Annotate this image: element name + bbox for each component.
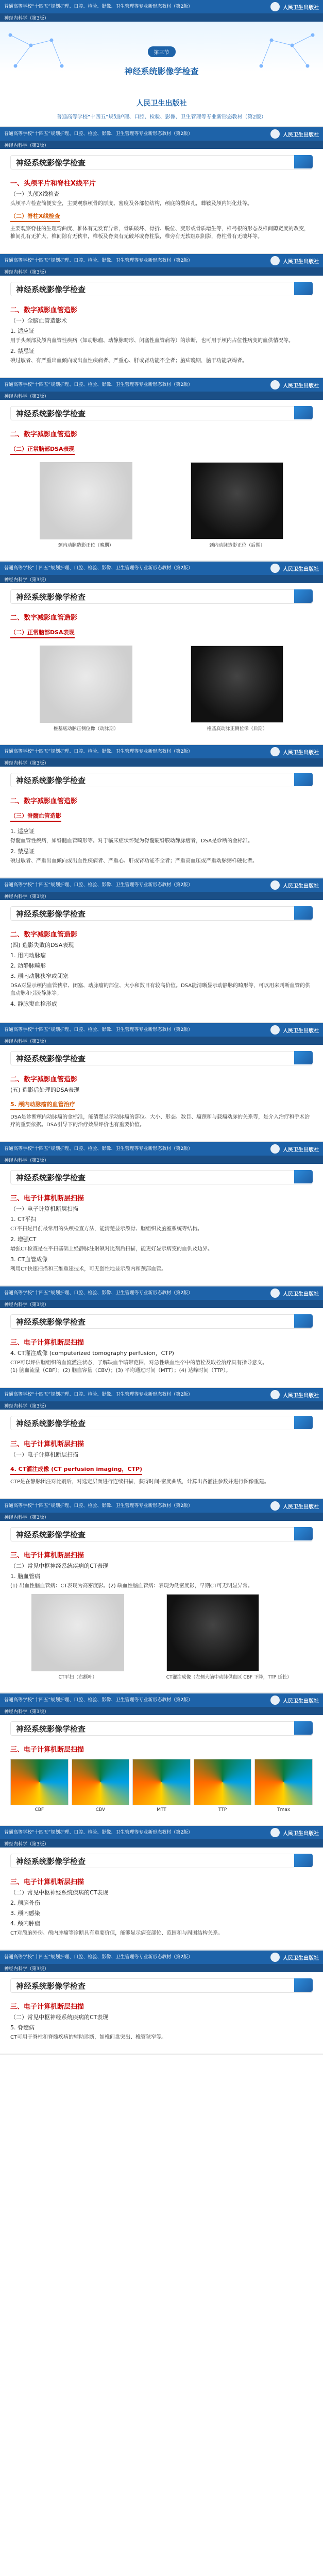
slide-spacer	[0, 871, 323, 877]
map-caption: MTT	[157, 1807, 166, 1812]
list-item: 3. CT血管成像	[10, 1256, 48, 1263]
slide-title: 神经系统影像学检查	[10, 406, 313, 420]
slide-title: 神经系统影像学检查	[10, 1314, 313, 1329]
publisher-emblem-icon	[270, 2, 280, 11]
figure	[40, 462, 132, 548]
subsection-heading: （二）脊柱X线检查	[10, 212, 60, 222]
slide-title: 神经系统影像学检查	[10, 906, 313, 921]
list-item: （一）头颅X线检查	[10, 191, 60, 197]
publisher-emblem-icon	[270, 1828, 280, 1837]
content-slide	[0, 1142, 323, 1286]
slide-title: 神经系统影像学检查	[10, 1721, 313, 1736]
section-heading: 二、数字减影血管造影	[10, 431, 78, 438]
course-subbar: 神经内科学（第3版）	[0, 141, 323, 149]
content-slide	[0, 254, 323, 378]
slide-title: 神经系统影像学检查	[10, 155, 313, 170]
cover-slide	[0, 0, 323, 127]
list-item: 4. CT灌注成像 (computerized tomography perfusion，CTP)	[10, 1350, 174, 1357]
paragraph: 脊髓血管性疾病，如脊髓血管畸形等。对于临床症状怀疑为脊髓硬脊膜动静脉瘘者，DSA是诊断的金标准。	[10, 838, 253, 844]
content-slide	[0, 1826, 323, 1951]
figure	[191, 646, 283, 732]
publisher-logo	[270, 747, 319, 756]
list-item: 1. 脑血管病	[10, 1573, 40, 1580]
publisher-name: 人民卫生出版社	[283, 383, 319, 389]
course-subbar: 神经内科学（第3版）	[0, 1300, 323, 1308]
publisher-logo	[270, 1953, 319, 1962]
grid-cell	[194, 1759, 252, 1812]
slide-content	[0, 296, 323, 371]
publisher-emblem-icon	[270, 380, 280, 389]
header-left-text: 普通高等学校“十四五”规划护理、口腔、检验、影像、卫生管理等专业新形态教材（第2版）	[4, 1829, 193, 1835]
slide-spacer	[0, 1492, 323, 1498]
publisher-name: 人民卫生出版社	[283, 1831, 319, 1837]
list-item: （二）常见中枢神经系统疾病的CT表现	[10, 1889, 109, 1896]
figure	[191, 462, 283, 548]
list-item: （一）全脑血管造影术	[10, 317, 67, 324]
top-header	[0, 1023, 323, 1037]
slide-content	[0, 604, 323, 738]
paragraph: 碘过敏者、严重出血倾向或出血性疾病者、严重心、肝或肾功能不全者；严重高血压或严重动脉粥样硬化者。	[10, 858, 258, 864]
top-header	[0, 745, 323, 758]
list-item: （一）电子计算机断层扫描	[10, 1206, 78, 1212]
publisher-name: 人民卫生出版社	[283, 1698, 319, 1704]
image-row	[10, 1594, 313, 1680]
content-slide	[0, 127, 323, 254]
publisher-name: 人民卫生出版社	[283, 1147, 319, 1153]
publisher-logo	[270, 564, 319, 573]
figure-caption: 椎基底动脉正侧位像（动脉期）	[53, 726, 118, 732]
figure-caption: 椎基底动脉正侧位像（后期）	[207, 726, 267, 732]
paragraph: (1) 脑血流量（CBF）；(2) 脑血容量（CBV）；(3) 平均通过时间（MTT）；(4) 达峰时间（TTP）。	[10, 1368, 231, 1374]
subsection-heading: 4. CT灌注成像 (CT perfusion imaging，CTP)	[10, 1465, 142, 1475]
section-heading: 三、电子计算机断层扫描	[10, 1746, 84, 1754]
course-subbar: 神经内科学（第3版）	[0, 1156, 323, 1164]
slide-title: 神经系统影像学检查	[10, 1527, 313, 1541]
slides-list	[0, 127, 323, 2055]
list-item: 3. 颅内感染	[10, 1910, 40, 1917]
header-left-text: 普通高等学校“十四五”规划护理、口腔、检验、影像、卫生管理等专业新形态教材（第2版）	[4, 1027, 193, 1032]
slide-spacer	[0, 1686, 323, 1692]
map-caption: CBF	[35, 1807, 44, 1812]
publisher-logo	[270, 1501, 319, 1511]
content-slide	[0, 1499, 323, 1693]
image-placeholder	[40, 646, 132, 723]
publisher-emblem-icon	[270, 1953, 280, 1962]
figure	[31, 1594, 124, 1680]
course-subbar: 神经内科学（第3版）	[0, 575, 323, 583]
content-slide	[0, 745, 323, 878]
content-slide	[0, 1023, 323, 1142]
paragraph: 主要观察脊柱的生理弯曲度、椎体有无发育异常，骨质破坏、骨折、脱位、变形或骨质增生等，椎弓根的形态及椎间隙宽度的改变，椎间孔有无扩大，椎间隙有无狭窄，椎板及脊突有无破坏或脊柱裂，椎旁有无软组织阴影，脊柱骨有无破坏等。	[10, 226, 309, 240]
publisher-emblem-icon	[270, 1501, 280, 1511]
publisher-logo	[270, 880, 319, 890]
image-placeholder	[191, 646, 283, 723]
content-slide	[0, 1286, 323, 1388]
top-header	[0, 127, 323, 141]
publisher-name: 人民卫生出版社	[283, 1955, 319, 1961]
header-left-text: 普通高等学校“十四五”规划护理、口腔、检验、影像、卫生管理等专业新形态教材（第2版）	[4, 258, 193, 263]
slide-content	[0, 1541, 323, 1686]
course-subbar: 神经内科学（第3版）	[0, 1839, 323, 1848]
header-left-text: 普通高等学校“十四五”规划护理、口腔、检验、影像、卫生管理等专业新形态教材（第2版）	[4, 1290, 193, 1296]
list-item: 4. 静脉窦血栓形成	[10, 1001, 57, 1007]
publisher-name: 人民卫生出版社	[283, 750, 319, 756]
publisher-logo	[270, 1696, 319, 1705]
publisher-name: 人民卫生出版社	[283, 566, 319, 572]
publisher-name: 人民卫生出版社	[283, 883, 319, 889]
image-placeholder	[166, 1594, 259, 1671]
content-slide	[0, 1388, 323, 1499]
slide-content	[0, 1993, 323, 2047]
paragraph: 碘过敏者、有严重出血倾向或出血性疾病者、严重心、肝或肾功能不全者；脑疝晚期，脑干功能衰竭者。	[10, 358, 247, 364]
image-placeholder	[40, 462, 132, 539]
paragraph: CTP可以评估脑组织的血流灌注状态，了解缺血半暗带范围，对急性缺血性卒中的溶栓及取栓治疗具有指导意义。	[10, 1360, 268, 1366]
slide-spacer	[0, 1381, 323, 1387]
publisher-emblem-icon	[270, 129, 280, 139]
list-item: (五) 造影后处理的DSA表现	[10, 1087, 80, 1093]
subsection-heading: （二）正常脑部DSA表现	[10, 628, 75, 638]
publisher-name: 人民卫生出版社	[283, 5, 319, 11]
list-item: 1. 用内动脉瘤	[10, 952, 46, 959]
section-heading: 三、电子计算机断层扫描	[10, 1339, 84, 1347]
section-heading: 二、数字减影血管造影	[10, 798, 78, 805]
content-slide	[0, 878, 323, 1023]
list-item: 4. 颅内肿瘤	[10, 1920, 40, 1927]
figure	[40, 646, 132, 732]
content-slide	[0, 1951, 323, 2055]
paragraph: DSA对显示颅内血管狭窄、闭塞、动脉瘤的部位、大小和数目有较高价值。DSA能清晰显示动静脉的畸形等，可以用来判断血管的供血动脉和引流静脉等。	[10, 983, 311, 996]
network-graphic-right	[230, 25, 323, 91]
slide-spacer	[0, 371, 323, 377]
section-heading: 三、电子计算机断层扫描	[10, 1878, 84, 1886]
content-slide	[0, 562, 323, 745]
map-caption: CBV	[95, 1807, 106, 1812]
perfusion-map	[132, 1759, 191, 1805]
image-grid	[10, 1759, 313, 1812]
cover-description: 普通高等学校“十四五”规划护理、口腔、检验、影像、卫生管理等专业新形态教材（第2版）	[57, 114, 266, 120]
publisher-logo	[270, 1289, 319, 1298]
list-item: 2. 禁忌证	[10, 848, 35, 855]
list-item: （二）常见中枢神经系统疾病的CT表现	[10, 1563, 109, 1569]
subsection-heading: 5. 颅内动脉瘤的血管治疗	[10, 1100, 75, 1110]
list-item: 1. 适应证	[10, 828, 35, 835]
section-heading: 三、电子计算机断层扫描	[10, 1195, 84, 1202]
top-header	[0, 1286, 323, 1300]
course-subbar: 神经内科学（第3版）	[0, 13, 323, 22]
publisher-emblem-icon	[270, 256, 280, 265]
subsection-heading: （二）正常脑部DSA表现	[10, 445, 75, 455]
header-left-text: 普通高等学校“十四五”规划护理、口腔、检验、影像、卫生管理等专业新形态教材（第2版）	[4, 1146, 193, 1151]
course-subbar: 神经内科学（第3版）	[0, 758, 323, 767]
list-item: 5. 脊髓病	[10, 2024, 35, 2031]
map-caption: Tmax	[277, 1807, 291, 1812]
course-subbar: 神经内科学（第3版）	[0, 1964, 323, 1972]
publisher-name: 人民卫生出版社	[283, 1393, 319, 1399]
course-subbar: 神经内科学（第3版）	[0, 1513, 323, 1521]
publisher-logo	[270, 2, 319, 11]
course-subbar: 神经内科学（第3版）	[0, 1037, 323, 1045]
list-item: 2. 动静脉畸形	[10, 962, 46, 969]
slide-spacer	[0, 1016, 323, 1022]
publisher-emblem-icon	[270, 1144, 280, 1154]
paragraph: 用于头颈部及颅内血管性疾病（如动脉瘤、动静脉畸形、闭塞性血管病等）的诊断，也可用于颅内占位性病变的血供情况等。	[10, 338, 294, 344]
top-header	[0, 878, 323, 892]
list-item: （一）电子计算机断层扫描	[10, 1451, 78, 1458]
publisher-name: 人民卫生出版社	[283, 259, 319, 265]
publisher-logo	[270, 129, 319, 139]
top-header	[0, 1142, 323, 1156]
publisher-emblem-icon	[270, 1289, 280, 1298]
slide-title: 神经系统影像学检查	[10, 1416, 313, 1430]
image-placeholder	[191, 462, 283, 539]
header-left-text: 普通高等学校“十四五”规划护理、口腔、检验、影像、卫生管理等专业新形态教材（第2版）	[4, 749, 193, 754]
publisher-emblem-icon	[270, 1025, 280, 1035]
perfusion-map	[194, 1759, 252, 1805]
list-item: 1. CT平扫	[10, 1216, 37, 1223]
publisher-wordmark: 人民卫生出版社	[136, 99, 187, 108]
slide-spacer	[0, 1279, 323, 1285]
top-header	[0, 0, 323, 13]
paragraph: CT平扫是目前最常用的头颅检查方法，能清楚显示颅骨、脑组织及脑室系统等结构。	[10, 1226, 203, 1232]
list-item: 3. 颅内动脉狭窄或闭塞	[10, 973, 69, 979]
figure-caption: 颈内动脉造影正位（晚期）	[58, 543, 114, 548]
course-subbar: 神经内科学（第3版）	[0, 1401, 323, 1410]
slide-content	[0, 1736, 323, 1819]
header-left-text: 普通高等学校“十四五”规划护理、口腔、检验、影像、卫生管理等专业新形态教材（第2版）	[4, 382, 193, 387]
content-slide	[0, 1693, 323, 1826]
slide-spacer	[0, 1819, 323, 1825]
section-heading: 三、电子计算机断层扫描	[10, 1440, 84, 1448]
publisher-row	[0, 98, 323, 108]
perfusion-map	[10, 1759, 69, 1805]
slide-title: 神经系统影像学检查	[10, 1978, 313, 1993]
slide-spacer	[0, 738, 323, 744]
perfusion-map	[254, 1759, 313, 1805]
figure	[166, 1594, 292, 1680]
slide-content	[0, 170, 323, 247]
publisher-emblem-icon	[270, 1390, 280, 1399]
cover-banner	[0, 22, 323, 94]
grid-cell	[132, 1759, 191, 1812]
slide-content	[0, 1184, 323, 1279]
slide-title: 神经系统影像学检查	[10, 773, 313, 787]
list-item: 2. 增强CT	[10, 1236, 37, 1243]
paragraph: 增强CT检查是在平扫基础上经静脉注射碘对比剂后扫描，能更好显示病变的血供及边界。	[10, 1246, 213, 1252]
section-heading: 三、电子计算机断层扫描	[10, 2003, 84, 2011]
slide-content	[0, 1329, 323, 1381]
publisher-logo	[270, 256, 319, 265]
top-header	[0, 254, 323, 267]
list-item: (四) 造影失败的DSA表现	[10, 942, 74, 948]
grid-cell	[10, 1759, 69, 1812]
grid-cell	[72, 1759, 130, 1812]
header-left-text: 普通高等学校“十四五”规划护理、口腔、检验、影像、卫生管理等专业新形态教材（第2版）	[4, 1954, 193, 1960]
section-heading: 二、数字减影血管造影	[10, 931, 78, 939]
publisher-name: 人民卫生出版社	[283, 1291, 319, 1297]
top-header	[0, 1951, 323, 1964]
publisher-emblem-icon	[270, 880, 280, 890]
course-subbar: 神经内科学（第3版）	[0, 267, 323, 276]
slide-title: 神经系统影像学检查	[10, 1854, 313, 1868]
paragraph: DSA是诊断颅内动脉瘤的金标准，能清楚显示动脉瘤的部位、大小、形态、数目、瘤颈和与载瘤动脉的关系等，是介入治疗和手术治疗的重要依据。DSA引导下的治疗效果评价也有重要价值。	[10, 1114, 310, 1128]
section-heading: 三、电子计算机断层扫描	[10, 1552, 84, 1560]
image-row	[10, 462, 313, 548]
header-left-text: 普通高等学校“十四五”规划护理、口腔、检验、影像、卫生管理等专业新形态教材（第2版）	[4, 131, 193, 137]
paragraph: CT对颅脑外伤、颅内肿瘤等诊断具有重要价值，能够显示病变部位、范围和与周围结构关系。	[10, 1930, 224, 1936]
paragraph: (1) 出血性脑血管病：CT表现为高密度影。(2) 缺血性脑血管病：表现为低密度影，早期CT可无明显异常。	[10, 1583, 253, 1589]
course-subbar: 神经内科学（第3版）	[0, 392, 323, 400]
chapter-pill: 第三节	[148, 46, 176, 57]
slide-spacer	[0, 554, 323, 561]
slide-title: 神经系统影像学检查	[10, 1051, 313, 1065]
slide-title: 神经系统影像学检查	[10, 589, 313, 604]
slide-title: 神经系统影像学检查	[10, 282, 313, 296]
course-subbar: 神经内科学（第3版）	[0, 892, 323, 900]
slide-content	[0, 1868, 323, 1943]
network-graphic-left	[0, 25, 93, 91]
list-item: （二）常见中枢神经系统疾病的CT表现	[10, 2014, 109, 2021]
content-slide	[0, 378, 323, 562]
top-header	[0, 378, 323, 392]
publisher-logo	[270, 1828, 319, 1837]
image-row	[10, 646, 313, 732]
course-subbar: 神经内科学（第3版）	[0, 1707, 323, 1715]
figure-caption: CT平扫（右额叶）	[58, 1675, 97, 1680]
publisher-logo	[270, 380, 319, 389]
section-heading: 二、数字减影血管造影	[10, 614, 78, 622]
slide-content	[0, 787, 323, 871]
header-left-text: 普通高等学校“十四五”规划护理、口腔、检验、影像、卫生管理等专业新形态教材（第2版）	[4, 4, 193, 9]
header-left-text: 普通高等学校“十四五”规划护理、口腔、检验、影像、卫生管理等专业新形态教材（第2版）	[4, 565, 193, 571]
section-heading: 一、头颅平片和脊柱X线平片	[10, 180, 96, 188]
figure-caption: 颈内动脉造影正位（后期）	[209, 543, 265, 548]
section-heading: 二、数字减影血管造影	[10, 307, 78, 314]
slide-spacer	[0, 1943, 323, 1950]
cover-title: 神经系统影像学检查	[124, 66, 199, 76]
slide-content	[0, 1065, 323, 1135]
publisher-emblem-icon	[270, 747, 280, 756]
top-header	[0, 1388, 323, 1401]
slide-content	[0, 1430, 323, 1492]
list-item: 1. 适应证	[10, 328, 35, 334]
list-item: 2. 颅脑外伤	[10, 1900, 40, 1906]
paragraph: CTP是在静脉团注对比剂后，对选定层面进行连续扫描，获得时间-密度曲线，计算出各灌注参数并进行图像重建。	[10, 1479, 269, 1485]
list-item: 2. 禁忌证	[10, 348, 35, 354]
figure-caption: CT灌注成像（左侧大脑中动脉供血区 CBF 下降，TTP 延长）	[166, 1675, 292, 1680]
slide-content	[0, 921, 323, 1016]
slide-spacer	[0, 2047, 323, 2054]
paragraph: 头颅平片检查简便安全，主要观察颅骨的厚度、密度及各部位结构，颅底的裂和孔，蝶鞍及颅内钙化灶等。	[10, 201, 252, 207]
slide-spacer	[0, 247, 323, 253]
top-header	[0, 1499, 323, 1513]
perfusion-map	[72, 1759, 130, 1805]
paragraph: 利用CT快速扫描和三维重建技术，可无创性地显示颅内和颈部血管。	[10, 1266, 167, 1272]
publisher-logo	[270, 1144, 319, 1154]
publisher-name: 人民卫生出版社	[283, 1504, 319, 1510]
header-left-text: 普通高等学校“十四五”规划护理、口腔、检验、影像、卫生管理等专业新形态教材（第2版）	[4, 1697, 193, 1703]
publisher-emblem-icon	[270, 564, 280, 573]
image-placeholder	[31, 1594, 124, 1671]
top-header	[0, 1693, 323, 1707]
map-caption: TTP	[218, 1807, 227, 1812]
subsection-heading: （三）脊髓血管造影	[10, 811, 61, 822]
slide-spacer	[0, 1135, 323, 1141]
publisher-logo	[270, 1390, 319, 1399]
publisher-name: 人民卫生出版社	[283, 1028, 319, 1034]
top-header	[0, 1826, 323, 1839]
publisher-emblem-icon	[270, 1696, 280, 1705]
section-heading: 二、数字减影血管造影	[10, 1076, 78, 1083]
paragraph: CT可用于脊柱和脊髓疾病的辅助诊断，如椎间盘突出、椎管狭窄等。	[10, 2035, 167, 2040]
header-left-text: 普通高等学校“十四五”规划护理、口腔、检验、影像、卫生管理等专业新形态教材（第2版）	[4, 882, 193, 888]
header-left-text: 普通高等学校“十四五”规划护理、口腔、检验、影像、卫生管理等专业新形态教材（第2版）	[4, 1392, 193, 1397]
slide-content	[0, 420, 323, 554]
grid-cell	[254, 1759, 313, 1812]
publisher-name: 人民卫生出版社	[283, 132, 319, 138]
slide-title: 神经系统影像学检查	[10, 1170, 313, 1184]
header-left-text: 普通高等学校“十四五”规划护理、口腔、检验、影像、卫生管理等专业新形态教材（第2版）	[4, 1503, 193, 1509]
publisher-logo	[270, 1025, 319, 1035]
top-header	[0, 562, 323, 575]
